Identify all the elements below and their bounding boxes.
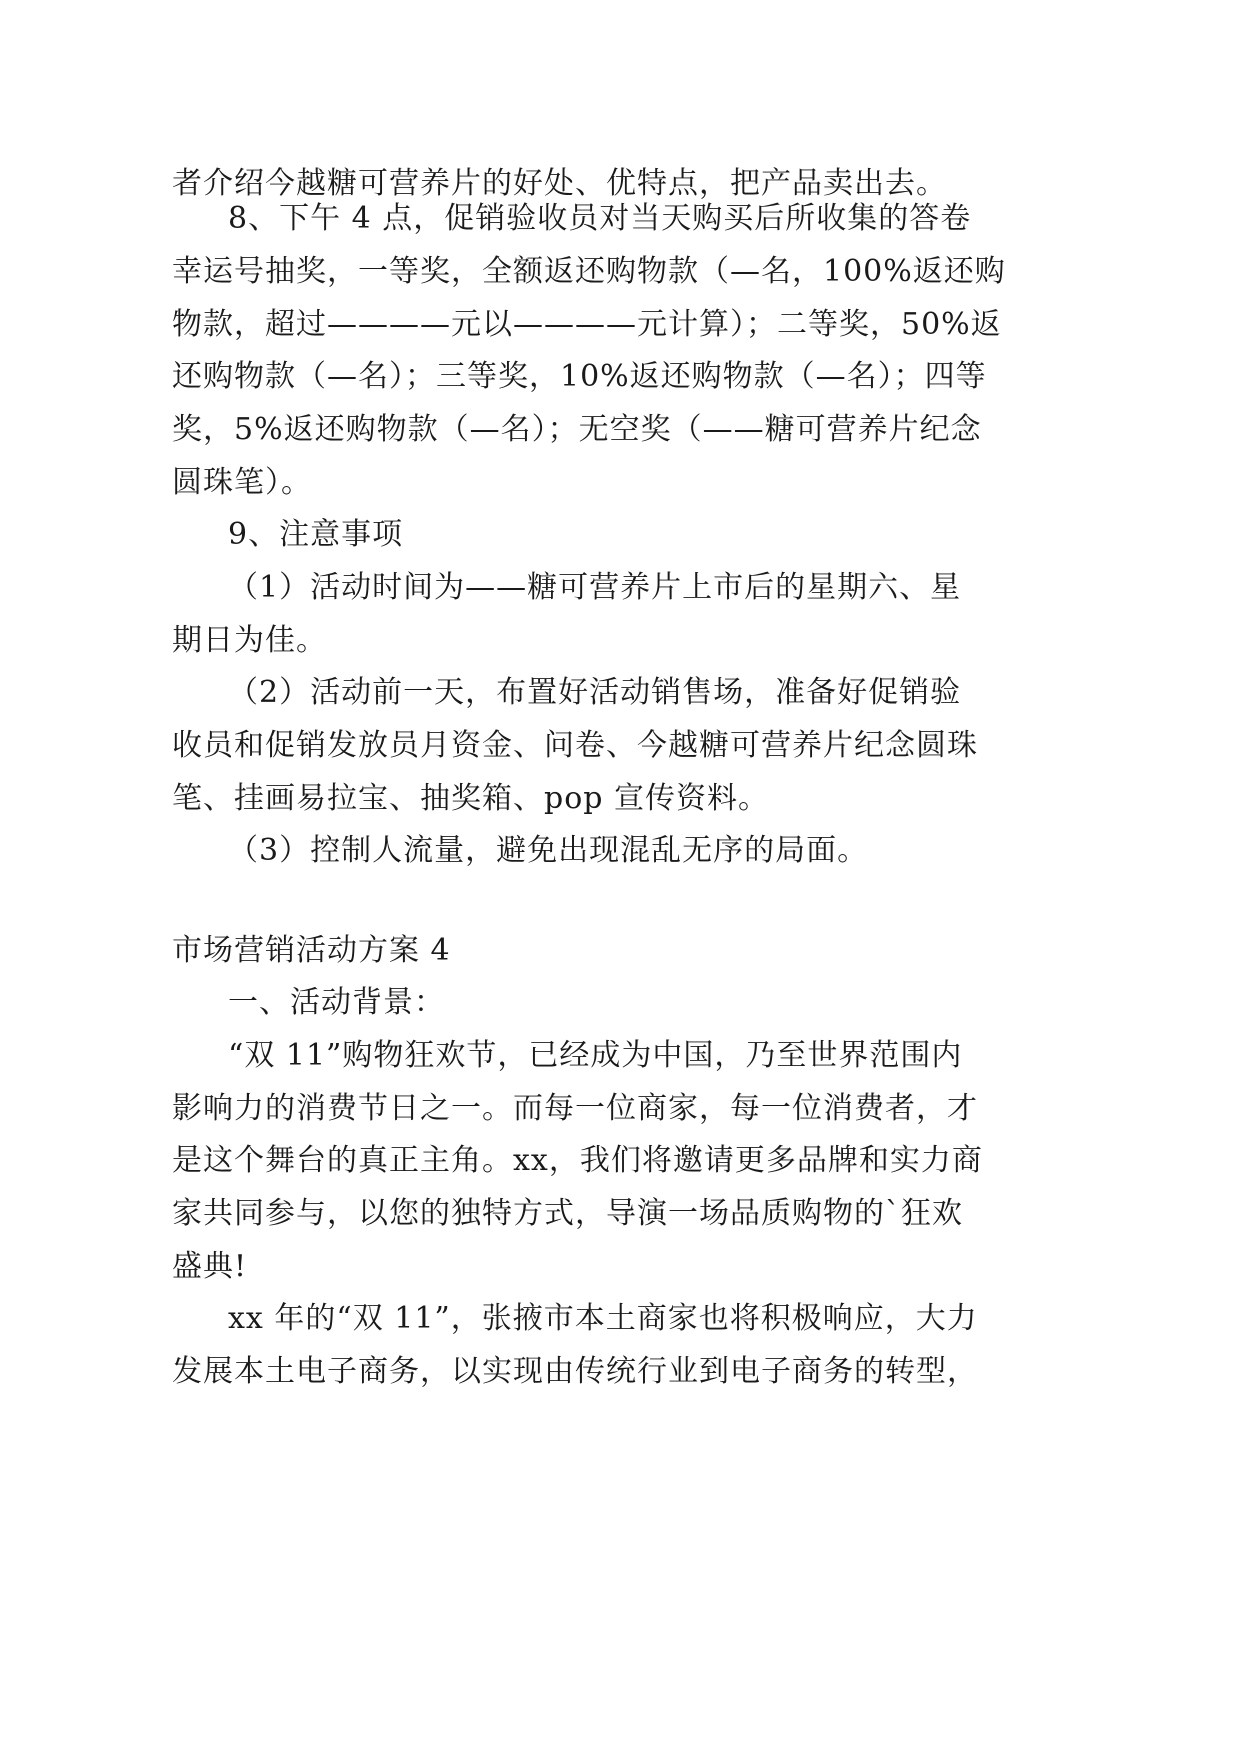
text-line: [0, 506, 1241, 564]
text-line: [0, 1290, 1241, 1348]
text-line: [0, 559, 1241, 617]
text-line: [0, 190, 1241, 248]
line-text: 影响力的消费节日之一。而每一位商家，每一位消费者，才: [172, 1091, 978, 1126]
text-line: [0, 1027, 1241, 1085]
text-line: [0, 717, 1241, 775]
line-text: 8、下午 4 点，促销验收员对当天购买后所收集的答卷: [228, 201, 972, 236]
line-text: 盛典!: [172, 1249, 248, 1284]
text-line: [0, 1080, 1241, 1138]
line-text: 期日为佳。: [172, 623, 327, 658]
line-text: 收员和促销发放员月资金、问卷、今越糖可营养片纪念圆珠: [172, 728, 978, 763]
line-text: 圆珠笔）。: [172, 465, 312, 500]
section-title: 市场营销活动方案 4: [172, 933, 451, 968]
text-line: [0, 401, 1241, 459]
line-text: 笔、挂画易拉宝、抽奖箱、pop 宣传资料。: [172, 781, 770, 816]
text-line: [0, 348, 1241, 406]
line-text: xx 年的“双 11”，张掖市本土商家也将积极响应，大力: [228, 1301, 978, 1336]
line-text: 物款，超过————元以————元计算）；二等奖，50%返: [172, 307, 1002, 342]
section-heading: [0, 922, 1241, 980]
text-line: [0, 612, 1241, 670]
text-line: [0, 1343, 1241, 1401]
line-text: 家共同参与，以您的独特方式，导演一场品质购物的`狂欢: [172, 1196, 963, 1231]
line-text: “双 11”购物狂欢节，已经成为中国，乃至世界范围内: [228, 1038, 963, 1073]
text-line: [0, 454, 1241, 512]
text-line: [0, 1132, 1241, 1190]
line-text: 者介绍今越糖可营养片的好处、优特点，把产品卖出去。: [172, 166, 947, 201]
line-text: （1）活动时间为——糖可营养片上市后的星期六、星: [228, 570, 962, 605]
line-text: 9、注意事项: [228, 517, 404, 552]
text-line: [0, 822, 1241, 880]
text-line: [0, 243, 1241, 301]
line-text: 奖，5%返还购物款（—名）；无空奖（——糖可营养片纪念: [172, 412, 982, 447]
text-line: [0, 770, 1241, 828]
line-text: 幸运号抽奖，一等奖，全额返还购物款（—名，100%返还购: [172, 254, 1006, 289]
line-text: 发展本土电子商务，以实现由传统行业到电子商务的转型，: [172, 1354, 978, 1389]
text-line: [0, 974, 1241, 1032]
line-text: 还购物款（—名）；三等奖，10%返还购物款（—名）；四等: [172, 359, 987, 394]
line-text: （3）控制人流量，避免出现混乱无序的局面。: [228, 833, 869, 868]
text-line: [0, 296, 1241, 354]
line-text: 一、活动背景：: [228, 985, 445, 1020]
text-line: [0, 1238, 1241, 1296]
text-line: [0, 1185, 1241, 1243]
line-text: （2）活动前一天，布置好活动销售场，准备好促销验: [228, 675, 962, 710]
line-text: 是这个舞台的真正主角。xx，我们将邀请更多品牌和实力商: [172, 1143, 983, 1178]
text-line: [0, 664, 1241, 722]
